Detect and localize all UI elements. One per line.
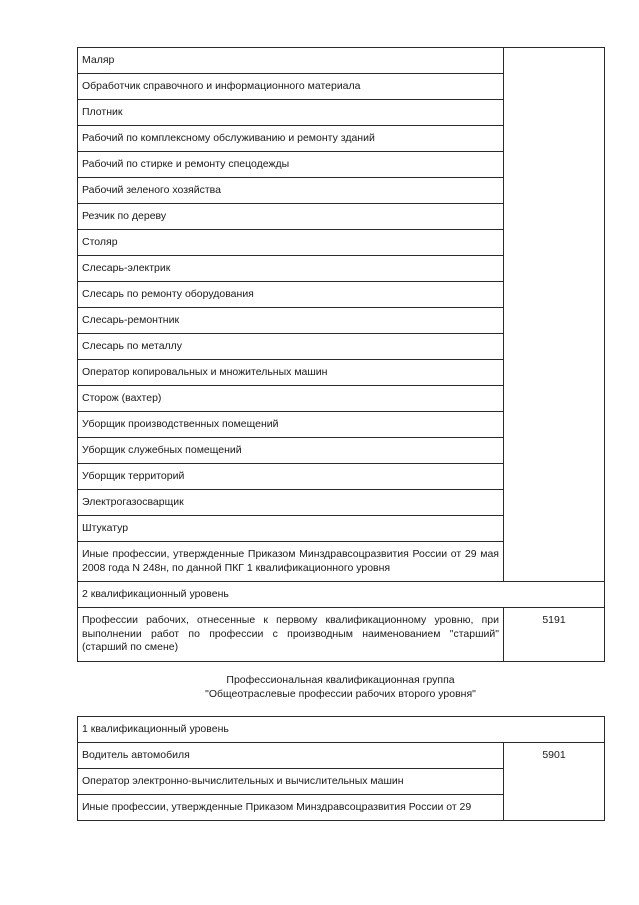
- table-row: Слесарь по металлу: [78, 334, 504, 360]
- group-heading-title: "Общеотраслевые профессии рабочих второго уровня": [205, 688, 476, 700]
- table-row: Оператор копировальных и множительных машин: [78, 360, 504, 386]
- table-row: Рабочий зеленого хозяйства: [78, 178, 504, 204]
- table-row: Уборщик производственных помещений: [78, 412, 504, 438]
- table-row: Иные профессии, утвержденные Приказом Минздравсоцразвития России от 29 мая 2008 года N 248н, по данной ПКГ 1 квалификационного уровня: [78, 542, 504, 582]
- salary-cell-empty: [504, 48, 605, 582]
- qualification-level-header: 2 квалификационный уровень: [78, 582, 605, 608]
- table-row: Слесарь-ремонтник: [78, 308, 504, 334]
- table-row: Электрогазосварщик: [78, 490, 504, 516]
- table-row: Столяр: [78, 230, 504, 256]
- table-row: Резчик по дереву: [78, 204, 504, 230]
- group-heading-line: Профессиональная квалификационная группа: [226, 674, 455, 686]
- table-row: Уборщик территорий: [78, 464, 504, 490]
- salary-value: 5901: [504, 743, 605, 821]
- table-row: Маляр: [78, 48, 504, 74]
- table-row: Уборщик служебных помещений: [78, 438, 504, 464]
- table-row: Рабочий по комплексному обслуживанию и ремонту зданий: [78, 126, 504, 152]
- table-row: Профессии рабочих, отнесенные к первому квалификационному уровню, при выполнении работ по профессии с производным наименованием "старший" (старший по смене): [78, 608, 504, 662]
- table-row: Штукатур: [78, 516, 504, 542]
- table-row: Водитель автомобиля: [78, 743, 504, 769]
- table-row: Плотник: [78, 100, 504, 126]
- table-row: Иные профессии, утвержденные Приказом Минздравсоцразвития России от 29: [78, 795, 504, 821]
- qualification-level-header: 1 квалификационный уровень: [78, 717, 605, 743]
- table-row: Слесарь по ремонту оборудования: [78, 282, 504, 308]
- table-row: Сторож (вахтер): [78, 386, 504, 412]
- group-heading: [77, 673, 604, 701]
- qualification-table-first-level: [77, 47, 605, 662]
- salary-value: 5191: [504, 608, 605, 662]
- table-row: Слесарь-электрик: [78, 256, 504, 282]
- table-row: Обработчик справочного и информационного материала: [78, 74, 504, 100]
- table-row: Оператор электронно-вычислительных и вычислительных машин: [78, 769, 504, 795]
- table-row: Рабочий по стирке и ремонту спецодежды: [78, 152, 504, 178]
- qualification-table-second-level: [77, 716, 605, 821]
